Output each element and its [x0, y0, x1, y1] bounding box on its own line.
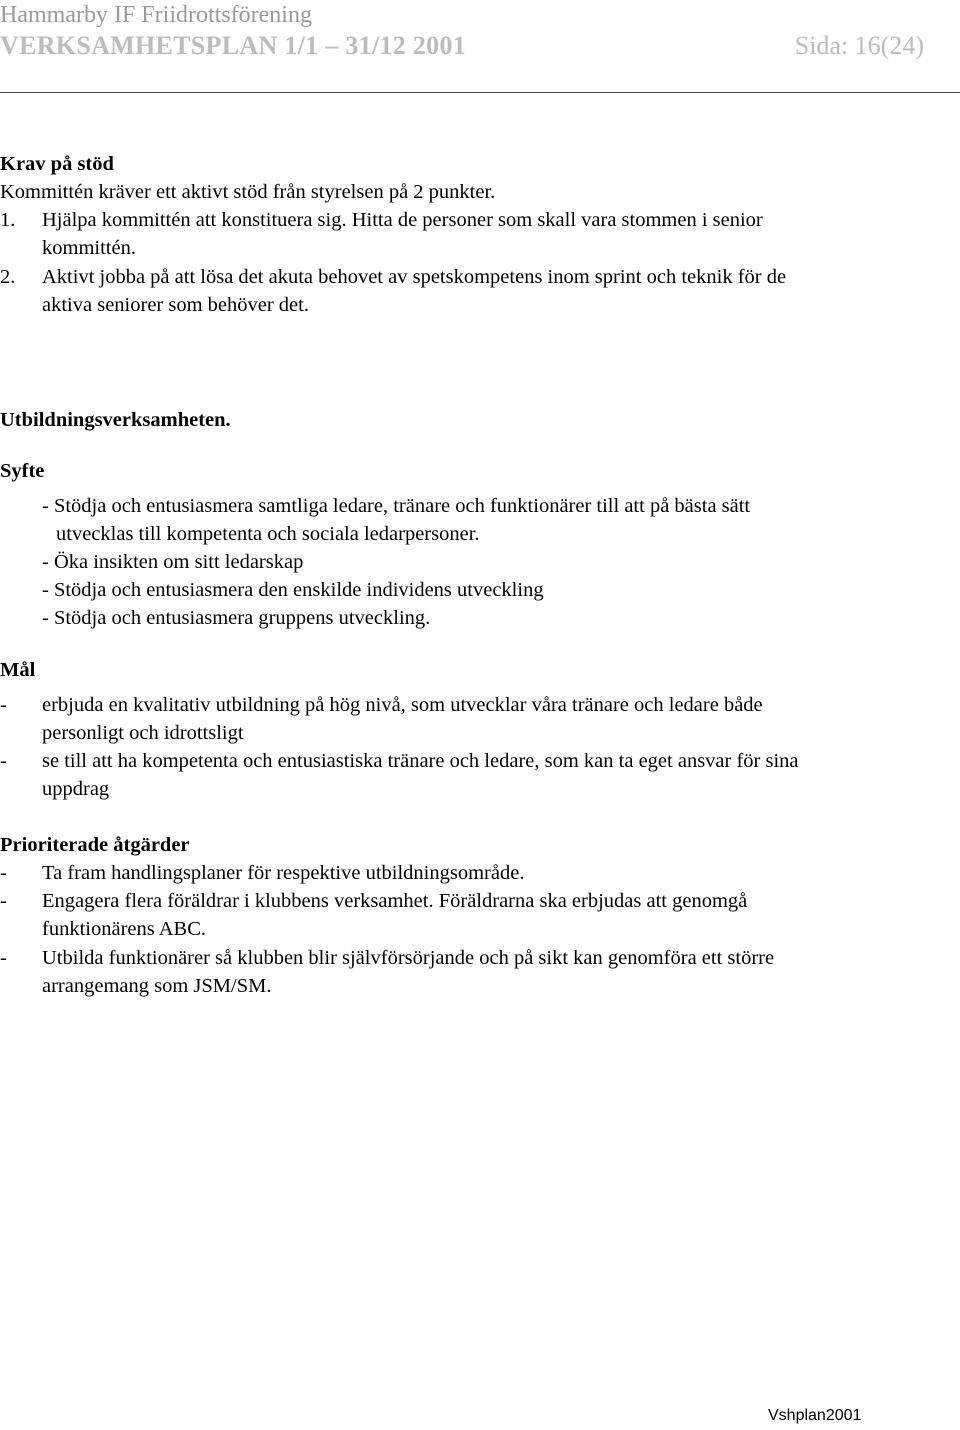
- list-item-text: arrangemang som JSM/SM.: [42, 975, 272, 997]
- list-item-text: Hjälpa kommittén att konstituera sig. Hitta de personer som skall vara stommen i senior: [42, 209, 763, 231]
- list-number: 2.: [0, 266, 16, 288]
- list-item-text: kommittén.: [42, 237, 136, 259]
- list-dash: -: [0, 694, 7, 716]
- list-item-text: uppdrag: [42, 778, 110, 800]
- organization-name: Hammarby IF Friidrottsförening: [0, 2, 312, 28]
- syfte-line: - Stödja och entusiasmera samtliga ledare, tränare och funktionärer till att på bästa sätt: [42, 495, 751, 517]
- syfte-line: - Stödja och entusiasmera gruppens utveckling.: [42, 607, 431, 629]
- list-item-text: erbjuda en kvalitativ utbildning på hög nivå, som utvecklar våra tränare och ledare både: [42, 694, 763, 716]
- list-dash: -: [0, 947, 7, 969]
- syfte-line: - Stödja och entusiasmera den enskilde individens utveckling: [42, 579, 544, 601]
- plan-title: VERKSAMHETSPLAN 1/1 – 31/12 2001: [0, 31, 467, 60]
- list-item-text: Utbilda funktionärer så klubben blir självförsörjande och på sikt kan genomföra ett större: [42, 947, 775, 969]
- subheading-prioriterade: Prioriterade åtgärder: [0, 834, 190, 856]
- list-item-text: personligt och idrottsligt: [42, 722, 244, 744]
- list-dash: -: [0, 890, 7, 912]
- list-item-text: Ta fram handlingsplaner för respektive utbildningsområde.: [42, 862, 525, 884]
- subheading-syfte: Syfte: [0, 460, 45, 482]
- syfte-line: - Öka insikten om sitt ledarskap: [42, 551, 304, 573]
- section-heading-krav: Krav på stöd: [0, 153, 114, 175]
- section-heading-utbildning: Utbildningsverksamheten.: [0, 409, 231, 431]
- syfte-line: utvecklas till kompetenta och sociala ledarpersoner.: [56, 523, 480, 545]
- list-number: 1.: [0, 209, 16, 231]
- subheading-mal: Mål: [0, 659, 36, 681]
- list-item-text: Engagera flera föräldrar i klubbens verksamhet. Föräldrarna ska erbjudas att genomgå: [42, 890, 748, 912]
- page-footer: Vshplan2001: [768, 1407, 862, 1424]
- page-number: Sida: 16(24): [794, 31, 924, 60]
- list-item-text: Aktivt jobba på att lösa det akuta behovet av spetskompetens inom sprint och teknik för de: [42, 266, 787, 288]
- list-item-text: funktionärens ABC.: [42, 918, 206, 940]
- list-item-text: se till att ha kompetenta och entusiastiska tränare och ledare, som kan ta eget ansvar för sina: [42, 750, 799, 772]
- krav-intro: Kommittén kräver ett aktivt stöd från styrelsen på 2 punkter.: [0, 181, 496, 203]
- page-header: [0, 0, 960, 93]
- list-dash: -: [0, 862, 7, 884]
- list-item-text: aktiva seniorer som behöver det.: [42, 294, 309, 316]
- list-dash: -: [0, 750, 7, 772]
